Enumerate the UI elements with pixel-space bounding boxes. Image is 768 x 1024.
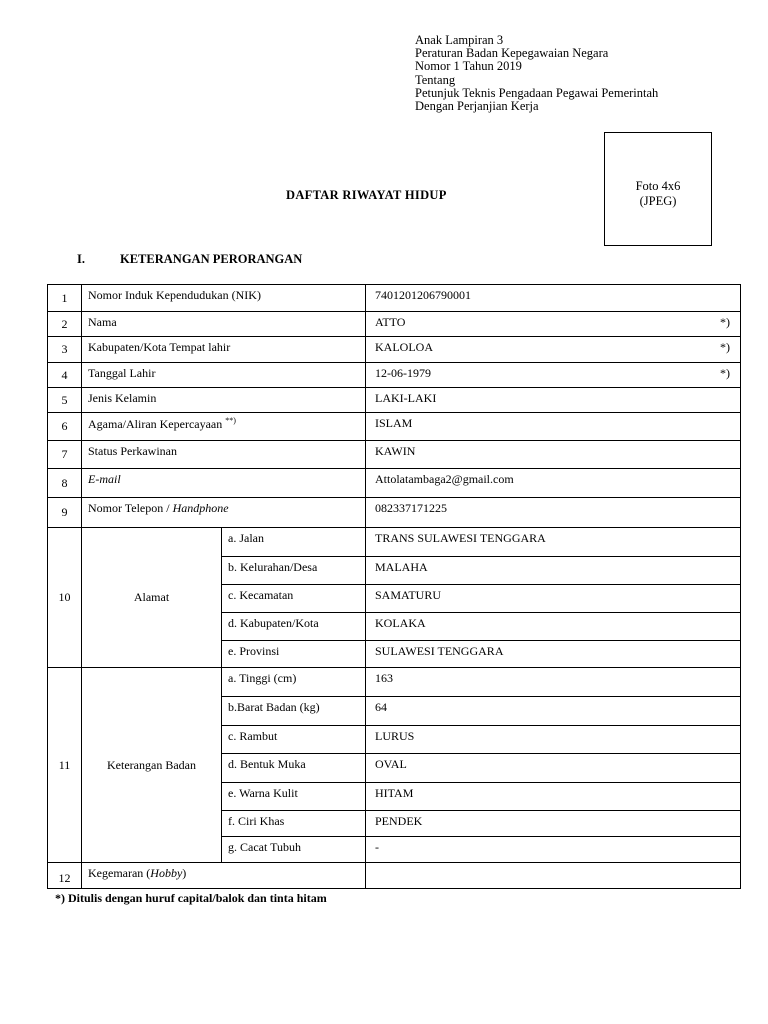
- header-line: Peraturan Badan Kepegawaian Negara: [415, 46, 609, 61]
- header-line: Anak Lampiran 3: [415, 33, 504, 47]
- field-value: [366, 783, 741, 811]
- field-value: [366, 613, 741, 641]
- field-label: [82, 413, 366, 441]
- table-row: [48, 668, 741, 697]
- table-row: [48, 388, 741, 413]
- value-text: -: [375, 840, 379, 854]
- label-italic: Hobby: [150, 866, 183, 880]
- sub-field-label: d. Bentuk Muka: [222, 754, 366, 783]
- table-row: [48, 863, 741, 889]
- footnote: *) Ditulis dengan huruf capital/balok dan tinta hitam: [55, 891, 327, 905]
- row-number: 1: [48, 285, 82, 312]
- table-row: [48, 285, 741, 312]
- sub-field-label: f. Ciri Khas: [222, 811, 366, 837]
- value-text: 12-06-1979: [375, 366, 431, 380]
- required-mark: *): [720, 315, 730, 329]
- label-text: Nomor Telepon /: [88, 501, 173, 515]
- label-text: Kegemaran (: [88, 866, 151, 880]
- table-row: [48, 528, 741, 557]
- table-row: [48, 312, 741, 337]
- field-label: Tanggal Lahir: [82, 363, 366, 388]
- label-text: Agama/Aliran Kepercayaan: [88, 417, 223, 431]
- field-value: [366, 388, 741, 413]
- value-text: 7401201206790001: [375, 288, 471, 302]
- sub-field-label: b.Barat Badan (kg): [222, 697, 366, 726]
- field-label: Nama: [82, 312, 366, 337]
- field-value: [366, 726, 741, 754]
- field-value: [366, 641, 741, 668]
- value-text: HITAM: [375, 786, 414, 800]
- value-text: SAMATURU: [375, 588, 442, 602]
- row-number: 5: [48, 388, 82, 413]
- section-title: KETERANGAN PERORANGAN: [120, 252, 303, 266]
- field-value: [366, 337, 741, 363]
- header-line: Nomor 1 Tahun 2019: [415, 59, 522, 74]
- value-text: MALAHA: [375, 560, 428, 574]
- value-text: ISLAM: [375, 416, 413, 430]
- sub-field-label: g. Cacat Tubuh: [222, 837, 366, 863]
- photo-label: Foto 4x6: [635, 179, 681, 193]
- row-number: 8: [48, 469, 82, 498]
- field-label: [82, 498, 366, 528]
- photo-placeholder: [604, 132, 712, 246]
- section-heading: [77, 252, 302, 267]
- label-italic: Handphone: [172, 501, 229, 515]
- attachment-header: [415, 34, 658, 113]
- value-text: PENDEK: [375, 814, 423, 828]
- group-label: Keterangan Badan: [82, 668, 222, 863]
- field-value: [366, 697, 741, 726]
- row-number: 11: [48, 668, 82, 863]
- value-text: 082337171225: [375, 501, 447, 515]
- sub-field-label: b. Kelurahan/Desa: [222, 557, 366, 585]
- table-row: [48, 363, 741, 388]
- row-number: 2: [48, 312, 82, 337]
- field-value: [366, 668, 741, 697]
- field-value: [366, 285, 741, 312]
- field-value: [366, 585, 741, 613]
- personal-info-table: [47, 284, 741, 889]
- field-value: [366, 837, 741, 863]
- sub-field-label: a. Jalan: [222, 528, 366, 557]
- table-row: [48, 498, 741, 528]
- row-number: 6: [48, 413, 82, 441]
- value-text: SULAWESI TENGGARA: [375, 644, 504, 658]
- label-text: ): [182, 866, 187, 880]
- value-text: KAWIN: [375, 444, 416, 458]
- required-mark: *): [720, 366, 730, 380]
- value-text: 64: [375, 700, 387, 714]
- row-number: 9: [48, 498, 82, 528]
- field-value: [366, 441, 741, 469]
- field-label: [82, 863, 366, 889]
- photo-format: (JPEG): [639, 194, 677, 208]
- field-value: [366, 528, 741, 557]
- sub-field-label: a. Tinggi (cm): [222, 668, 366, 697]
- sub-field-label: c. Rambut: [222, 726, 366, 754]
- field-label: Kabupaten/Kota Tempat lahir: [82, 337, 366, 363]
- sub-field-label: c. Kecamatan: [222, 585, 366, 613]
- field-value: [366, 469, 741, 498]
- table-row: [48, 413, 741, 441]
- field-value: [366, 498, 741, 528]
- value-text: LURUS: [375, 729, 415, 743]
- section-number: I.: [77, 252, 85, 266]
- field-label: Nomor Induk Kependudukan (NIK): [82, 285, 366, 312]
- sub-field-label: e. Warna Kulit: [222, 783, 366, 811]
- row-number: 3: [48, 337, 82, 363]
- value-text: KOLAKA: [375, 616, 426, 630]
- table-row: [48, 337, 741, 363]
- field-value: [366, 754, 741, 783]
- field-value: [366, 363, 741, 388]
- field-value: [366, 312, 741, 337]
- row-number: 7: [48, 441, 82, 469]
- required-mark: *): [720, 340, 730, 354]
- value-text: ATTO: [375, 315, 406, 329]
- row-number: 4: [48, 363, 82, 388]
- label-superscript: **): [225, 416, 236, 425]
- value-text: 163: [375, 671, 393, 685]
- table-row: [48, 469, 741, 498]
- sub-field-label: d. Kabupaten/Kota: [222, 613, 366, 641]
- table-row: [48, 441, 741, 469]
- value-text: OVAL: [375, 757, 407, 771]
- field-label: Status Perkawinan: [82, 441, 366, 469]
- value-text: Attolatambaga2@gmail.com: [375, 472, 514, 486]
- field-label: Jenis Kelamin: [82, 388, 366, 413]
- field-value: [366, 413, 741, 441]
- row-number: 10: [48, 528, 82, 668]
- group-label: Alamat: [82, 528, 222, 668]
- field-value: [366, 557, 741, 585]
- document-title: DAFTAR RIWAYAT HIDUP: [286, 188, 447, 202]
- value-text: TRANS SULAWESI TENGGARA: [375, 531, 546, 545]
- sub-field-label: e. Provinsi: [222, 641, 366, 668]
- field-value: [366, 811, 741, 837]
- header-line: Dengan Perjanjian Kerja: [415, 99, 539, 114]
- value-text: LAKI-LAKI: [375, 391, 437, 405]
- header-line: Tentang: [415, 72, 456, 87]
- field-value: [366, 863, 741, 889]
- row-number: 12: [48, 863, 82, 889]
- field-label: E-mail: [82, 469, 366, 498]
- value-text: KALOLOA: [375, 340, 433, 354]
- header-line: Petunjuk Teknis Pengadaan Pegawai Pemerintah: [415, 85, 659, 100]
